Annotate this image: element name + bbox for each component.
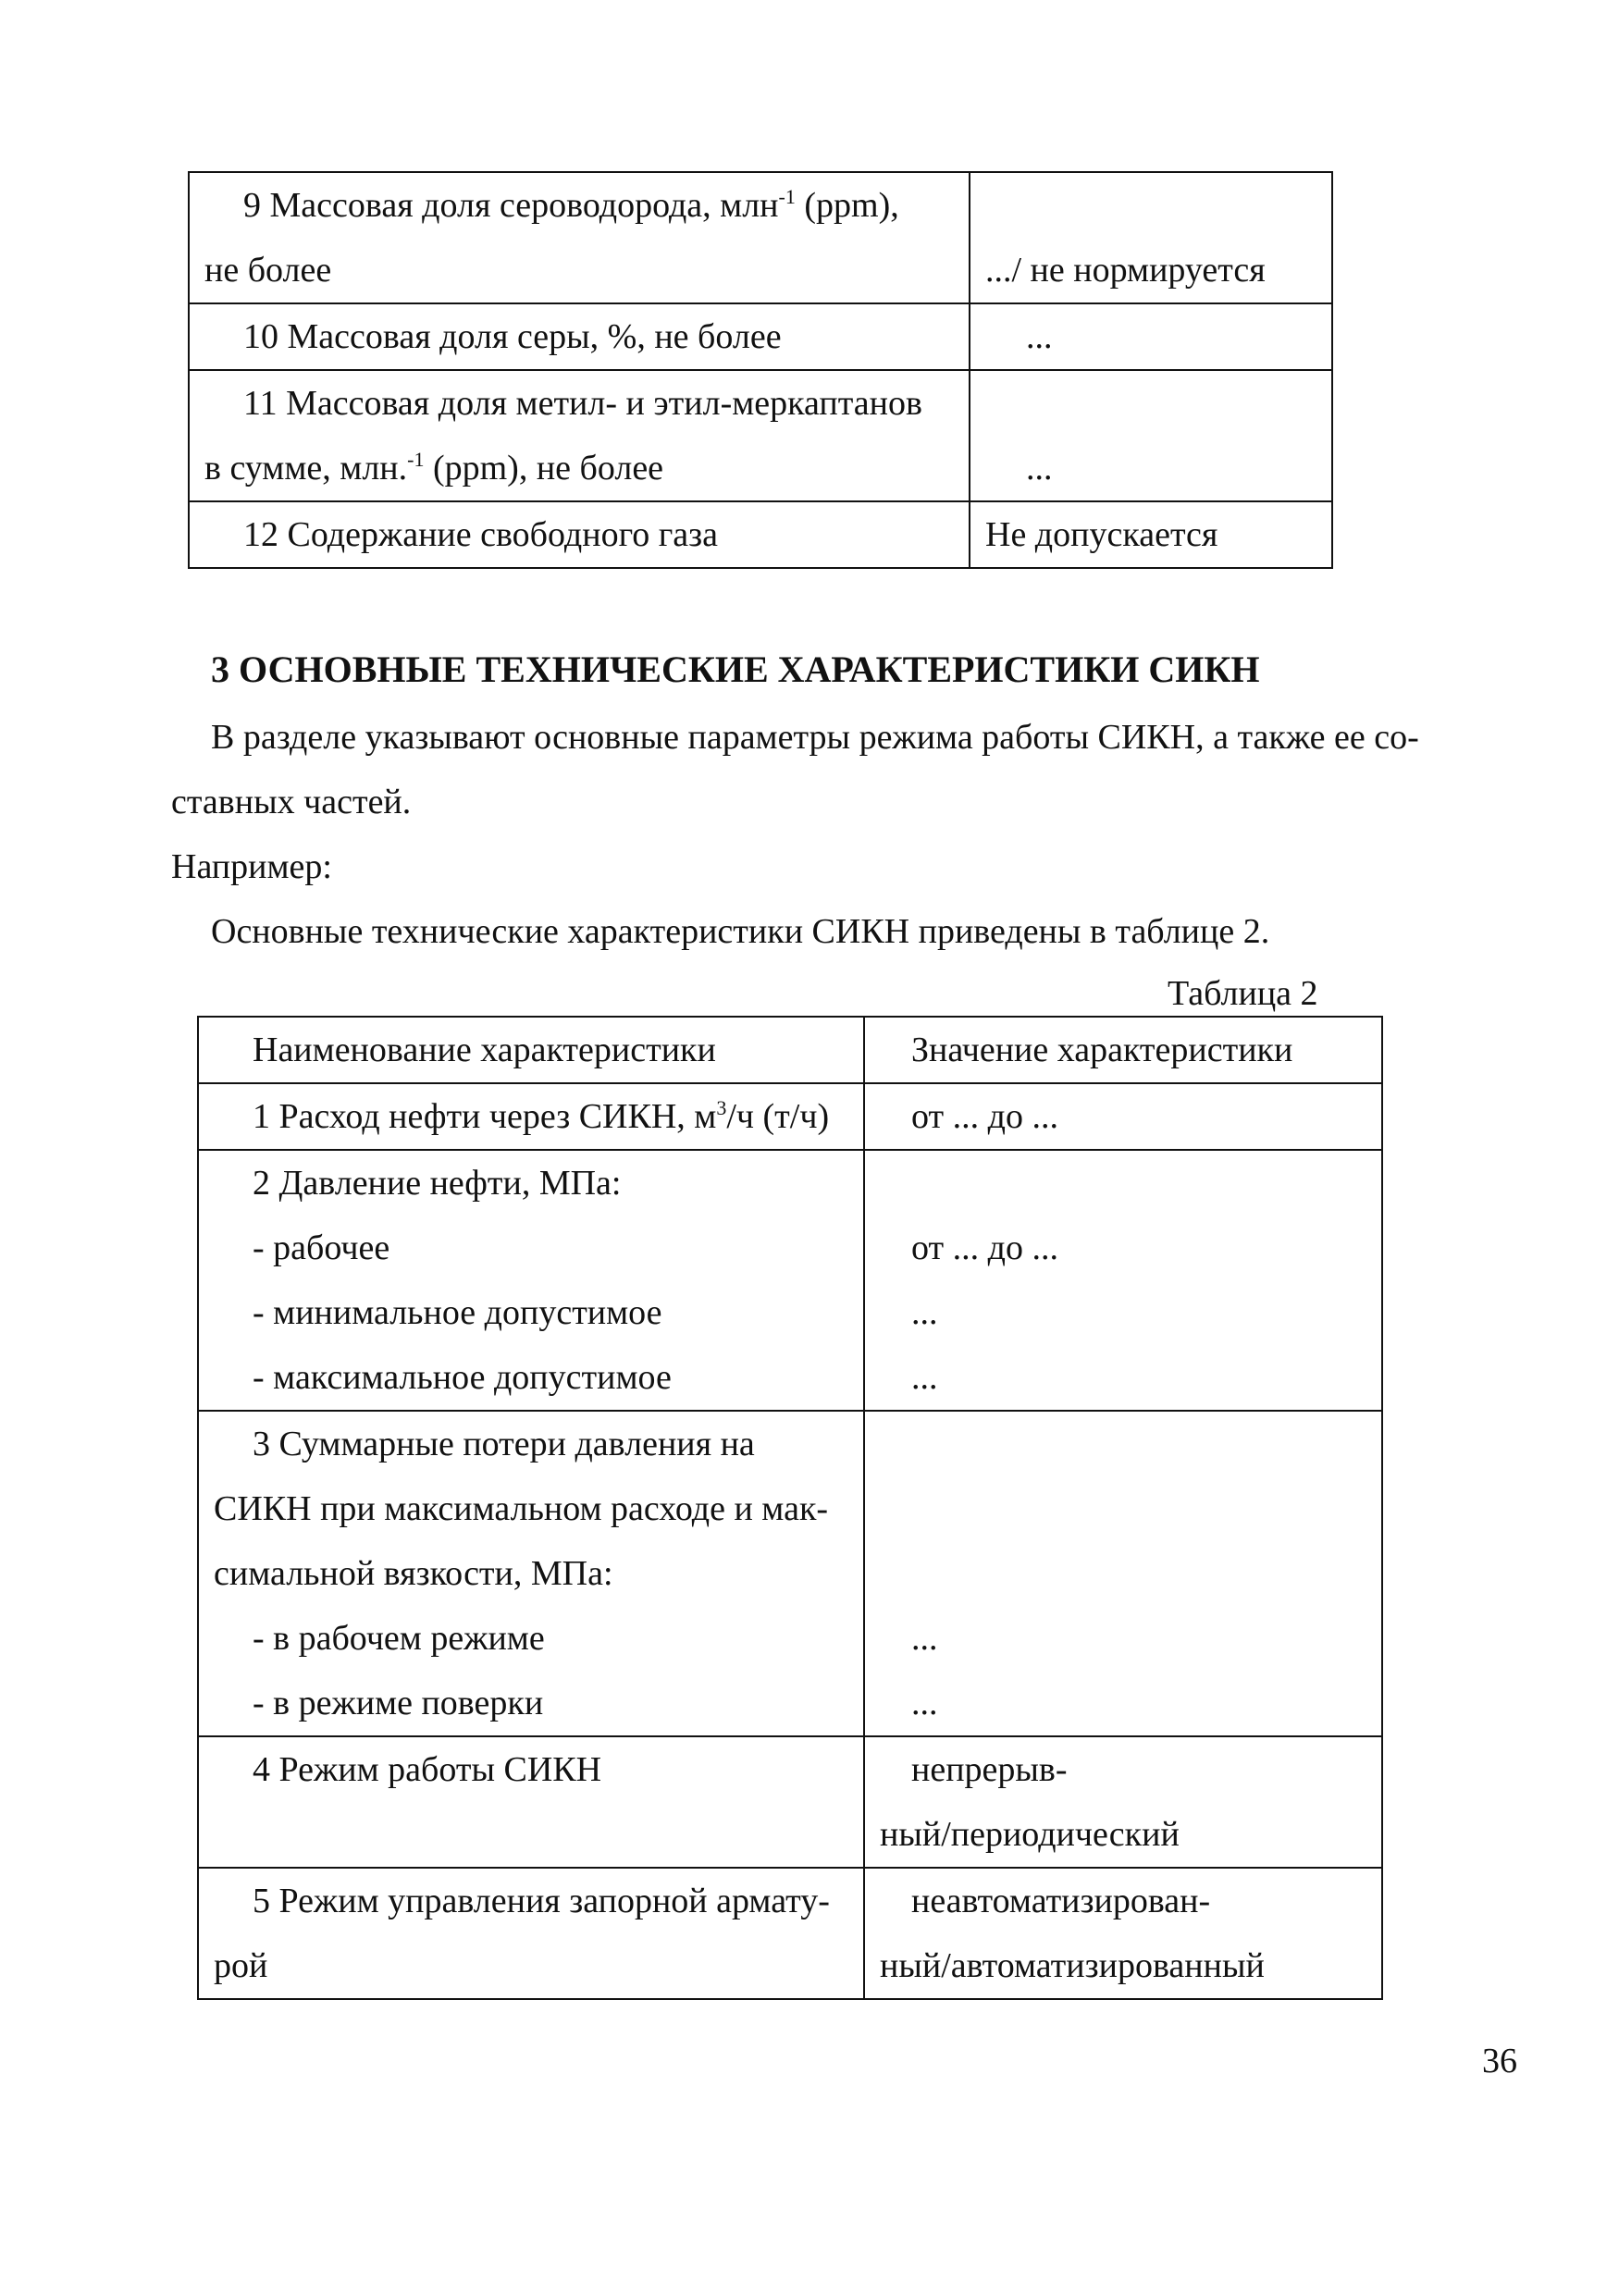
row-item-label: - рабочее — [253, 1228, 390, 1267]
table-cell — [970, 172, 1332, 303]
table-cell — [189, 172, 970, 303]
table-2 — [197, 1016, 1383, 2000]
table-cell — [970, 303, 1332, 370]
table-cell — [864, 1736, 1382, 1868]
table-cell — [970, 501, 1332, 568]
table-row — [189, 370, 1332, 501]
row-title: симальной вязкости, МПа: — [214, 1554, 613, 1593]
superscript: -1 — [407, 448, 425, 471]
table-row — [189, 501, 1332, 568]
table-cell — [198, 1868, 864, 1999]
row-item-value: ... — [911, 1293, 938, 1332]
table-caption: Таблица 2 — [1168, 974, 1318, 1013]
table-cell — [189, 303, 970, 370]
row-name-line2: не более — [204, 251, 332, 290]
row-item-label: - минимальное допустимое — [253, 1293, 662, 1332]
table-row — [198, 1083, 1382, 1150]
row-title: СИКН при максимальном расходе и мак- — [214, 1489, 829, 1528]
row-item-label: - в режиме поверки — [253, 1684, 544, 1722]
row-name-line2: в сумме, млн. — [204, 449, 408, 488]
row-title: 3 Суммарные потери давления на — [253, 1425, 755, 1463]
table-row — [189, 172, 1332, 303]
table-cell — [189, 370, 970, 501]
table-cell — [198, 1150, 864, 1411]
table-row — [198, 1150, 1382, 1411]
row-name: 1 Расход нефти через СИКН, м — [253, 1097, 717, 1136]
row-number: 12 — [243, 515, 278, 554]
table-row — [198, 1868, 1382, 1999]
row-name: Массовая доля серы, %, не более — [287, 317, 782, 356]
table-row — [189, 303, 1332, 370]
paragraph-line: ставных частей. — [171, 783, 412, 821]
table-cell — [864, 1150, 1382, 1411]
row-name: рой — [214, 1946, 268, 1985]
table-cell — [864, 1868, 1382, 1999]
row-number: 9 — [243, 186, 261, 225]
row-name: 5 Режим управления запорной армату- — [253, 1882, 830, 1920]
row-number: 10 — [243, 317, 278, 356]
header-cell — [864, 1017, 1382, 1083]
row-item-value: ... — [911, 1358, 938, 1397]
superscript: -1 — [778, 185, 796, 208]
table-cell — [198, 1736, 864, 1868]
row-value: ... — [1026, 317, 1053, 356]
paragraph-line: В разделе указывают основные параметры режима работы СИКН, а также ее со- — [211, 718, 1419, 757]
table-row — [198, 1736, 1382, 1868]
row-number: 11 — [243, 384, 278, 423]
row-name-tail: (ppm), не более — [424, 449, 664, 488]
row-item-value: от ... до ... — [911, 1228, 1058, 1267]
row-value: неавтоматизирован- — [911, 1882, 1211, 1920]
row-name-tail: (ppm), — [795, 186, 899, 225]
row-name-tail: /ч (т/ч) — [726, 1097, 830, 1136]
row-value: ный/периодический — [880, 1815, 1180, 1854]
row-name: Массовая доля метил- и этил-меркаптанов — [286, 384, 922, 423]
table-cell — [864, 1411, 1382, 1736]
row-value: ный/автоматизированный — [880, 1946, 1265, 1985]
column-header: Значение характеристики — [911, 1031, 1293, 1069]
row-name: Массовая доля сероводорода, млн — [269, 186, 779, 225]
row-value: .../ не нормируется — [985, 251, 1266, 290]
column-header: Наименование характеристики — [253, 1031, 716, 1069]
table-cell — [189, 501, 970, 568]
table-cell — [970, 370, 1332, 501]
paragraph-line: Основные технические характеристики СИКН приведены в таблице 2. — [211, 912, 1270, 951]
row-value: Не допускается — [985, 515, 1218, 554]
row-value: от ... до ... — [911, 1097, 1058, 1136]
row-item-label: - максимальное допустимое — [253, 1358, 672, 1397]
table-cell — [198, 1411, 864, 1736]
table-1 — [188, 171, 1333, 569]
example-label: Например: — [171, 847, 332, 886]
table-cell — [198, 1083, 864, 1150]
page-number: 36 — [1482, 2042, 1517, 2080]
row-name: 4 Режим работы СИКН — [253, 1750, 602, 1789]
table-header-row — [198, 1017, 1382, 1083]
row-title: 2 Давление нефти, МПа: — [253, 1164, 622, 1203]
row-item-value: ... — [911, 1684, 938, 1722]
row-value: непрерыв- — [911, 1750, 1068, 1789]
table-row — [198, 1411, 1382, 1736]
row-item-label: - в рабочем режиме — [253, 1619, 545, 1658]
table-cell — [864, 1083, 1382, 1150]
row-value: ... — [1026, 449, 1053, 488]
superscript: 3 — [716, 1096, 727, 1119]
row-name: Содержание свободного газа — [287, 515, 719, 554]
section-heading: 3 ОСНОВНЫЕ ТЕХНИЧЕСКИЕ ХАРАКТЕРИСТИКИ СИКН — [211, 648, 1260, 690]
row-item-value: ... — [911, 1619, 938, 1658]
header-cell — [198, 1017, 864, 1083]
